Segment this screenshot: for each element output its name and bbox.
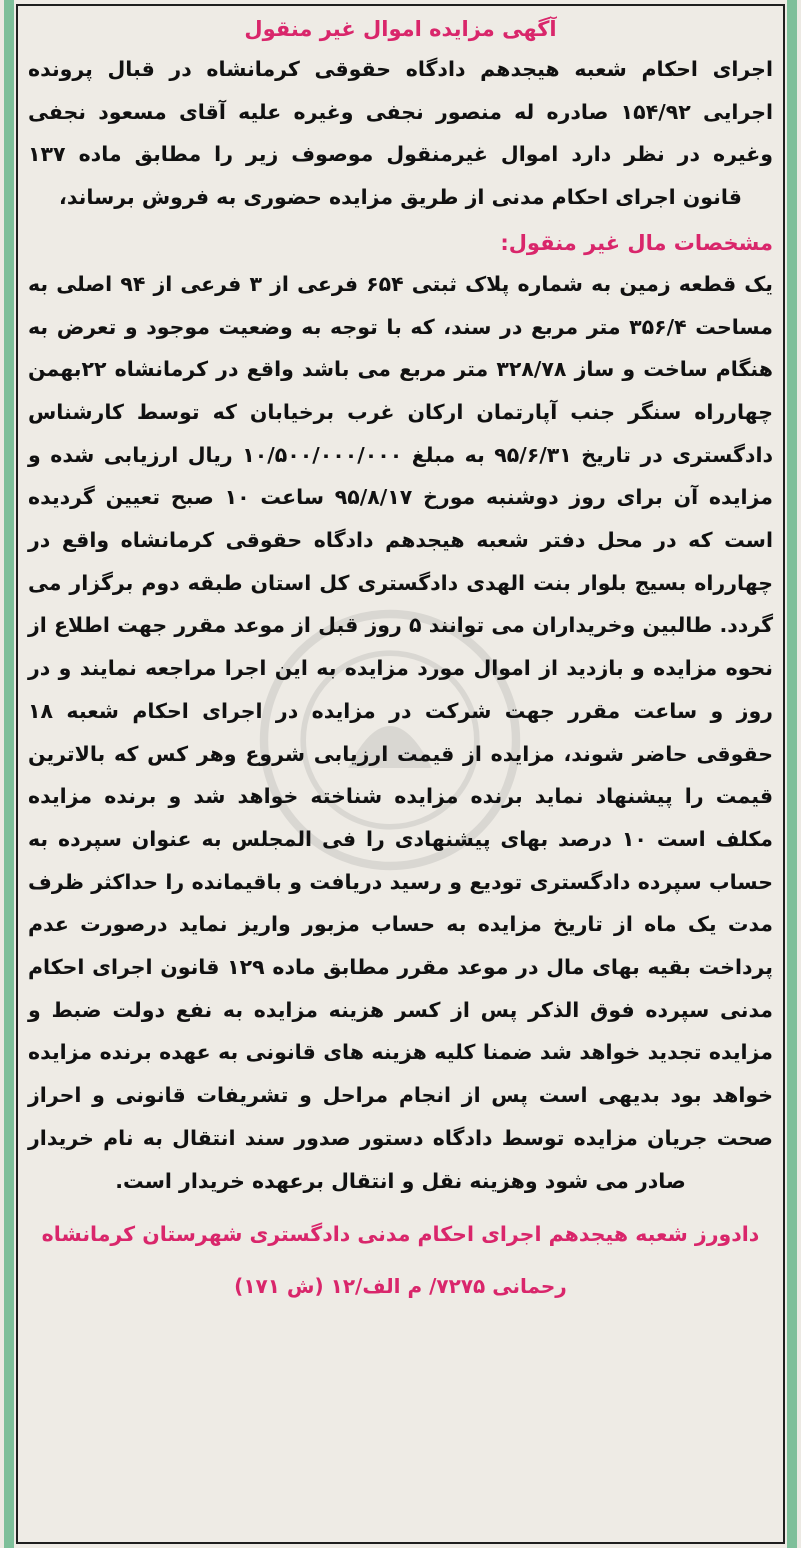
section-heading: مشخصات مال غیر منقول: (500, 230, 773, 255)
notice-body: یک قطعه زمین به شماره پلاک ثبتی ۶۵۴ فرعی از ۳ فرعی از ۹۴ اصلی به مساحت ۳۵۶/۴ متر مربع در سند، که با توجه به وضعیت موجود و تعرض به هنگام ساخت و ساز ۳۲۸/۷۸ متر مربع می باشد واقع در کرمانشاه ۲۲بهمن چهارراه سنگر جنب آپارتمان ارکان غرب برخیابان که توسط کارشناس دادگستری در تاریخ ۹۵/۶/۳۱ به مبلغ ۱۰/۵۰۰/۰۰۰/۰۰۰ ریال ارزیابی شده و مزایده آن برای روز دوشنبه مورخ ۹۵/۸/۱۷ ساعت ۱۰ صبح تعیین گردیده است که در محل دفتر شعبه هیجدهم دادگاه حقوقی کرمانشاه واقع در چهارراه بسیج بلوار بنت الهدی دادگستری کل استان طبقه دوم برگزار می گردد. طالبین وخریداران می توانند ۵ روز قبل از موعد مقرر جهت اطلاع از نحوه مزایده و بازدید از اموال مورد مزایده به این اجرا مراجعه نمایند و در روز و ساعت مقرر جهت شرکت در مزایده در اجرای احکام شعبه ۱۸ حقوقی حاضر شوند، مزایده از قیمت ارزیابی شروع وهر کس که بالاترین قیمت را پیشنهاد نماید برنده مزایده شناخته خواهد شد و برنده مزایده مکلف است ۱۰ درصد بهای پیشنهادی را فی المجلس به عنوان سپرده به حساب سپرده دادگستری تودیع و رسید دریافت و باقیمانده را حداکثر ظرف مدت یک ماه از تاریخ مزایده به حساب مزبور واریز نماید درصورت عدم پرداخت بقیه بهای مال در موعد مقرر مطابق ماده ۱۲۹ قانون اجرای احکام مدنی سپرده فوق الذکر پس از کسر هزینه مزایده به نفع دولت ضبط و مزایده تجدید خواهد شد ضمنا کلیه هزینه های قانونی به عهده برنده مزایده خواهد بود بدیهی است پس از انجام مراحل و تشریفات قانونی و احراز صحت جریان مزایده توسط دادگاه دستور صدور سند انتقال به نام خریدار صادر می شود وهزینه نقل و انتقال برعهده خریدار است. (28, 271, 774, 1193)
notice-intro: اجرای احکام شعبه هیجدهم دادگاه حقوقی کرمانشاه در قبال پرونده اجرایی ۱۵۴/۹۲ صادره له منصور نجفی وغیره علیه آقای مسعود نجفی وغیره در نظر دارد اموال غیرمنقول موصوف زیر را مطابق ماده ۱۳۷ قانون اجرای احکام مدنی از طریق مزایده حضوری به فروش برساند، (28, 57, 773, 210)
signature-title: دادورز شعبه هیجدهم اجرای احکام مدنی دادگستری شهرستان کرمانشاه (41, 1222, 760, 1247)
notice-title: آگهی مزایده اموال غیر منقول (244, 17, 557, 41)
notice-content (28, 10, 773, 1308)
signature-reference: رحمانی ۷۲۷۵/ م الف/۱۲ (ش ۱۷۱) (234, 1274, 567, 1299)
